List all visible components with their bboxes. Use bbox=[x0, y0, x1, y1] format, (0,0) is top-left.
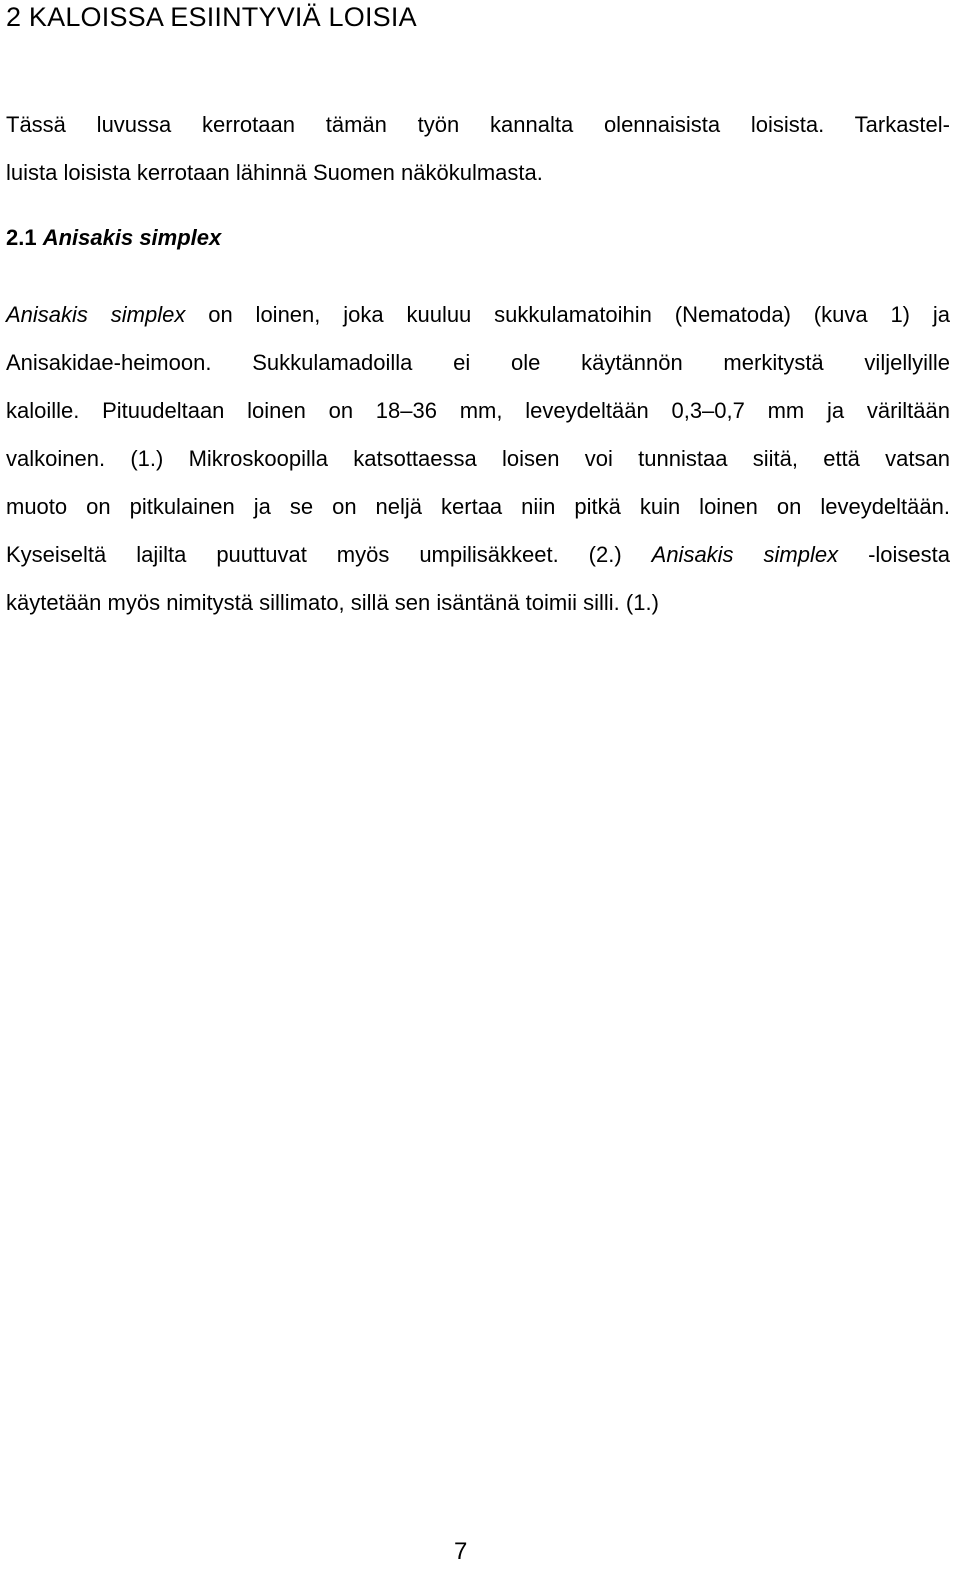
section-title: Anisakis simplex bbox=[42, 225, 222, 250]
body-line-5: muoto on pitkulainen ja se on neljä kertaa niin pitkä kuin loinen on leveydeltään. bbox=[6, 494, 950, 519]
page-number: 7 bbox=[454, 1538, 468, 1565]
species-term: Anisakis simplex bbox=[6, 302, 186, 327]
section-heading bbox=[6, 225, 221, 251]
body-line-1-rest: on loinen, joka kuuluu sukkulamatoihin (Nematoda) (kuva 1) ja bbox=[185, 302, 950, 327]
body-line-6 bbox=[6, 531, 950, 579]
body-line-6-before: Kyseiseltä lajilta puuttuvat myös umpilisäkkeet. (2.) bbox=[6, 542, 652, 567]
body-line-7: käytetään myös nimitystä sillimato, sillä sen isäntänä toimii silli. (1.) bbox=[6, 590, 659, 615]
intro-line-1: Tässä luvussa kerrotaan tämän työn kannalta olennaisista loisista. Tarkastel- bbox=[6, 112, 950, 137]
body-line-1 bbox=[6, 291, 950, 339]
chapter-heading: 2 KALOISSA ESIINTYVIÄ LOISIA bbox=[6, 2, 417, 32]
body-line-3: kaloille. Pituudeltaan loinen on 18–36 mm, leveydeltään 0,3–0,7 mm ja väriltään bbox=[6, 398, 950, 423]
body-line-6-after: -loisesta bbox=[838, 542, 950, 567]
body-line-2: Anisakidae-heimoon. Sukkulamadoilla ei ole käytännön merkitystä viljellyille bbox=[6, 350, 950, 375]
intro-line-2: luista loisista kerrotaan lähinnä Suomen näkökulmasta. bbox=[6, 160, 543, 185]
intro-paragraph bbox=[6, 101, 950, 197]
section-number: 2.1 bbox=[6, 225, 37, 250]
body-line-4: valkoinen. (1.) Mikroskoopilla katsottaessa loisen voi tunnistaa siitä, että vatsan bbox=[6, 446, 950, 471]
species-term: Anisakis simplex bbox=[651, 542, 839, 567]
body-paragraph bbox=[6, 291, 950, 627]
